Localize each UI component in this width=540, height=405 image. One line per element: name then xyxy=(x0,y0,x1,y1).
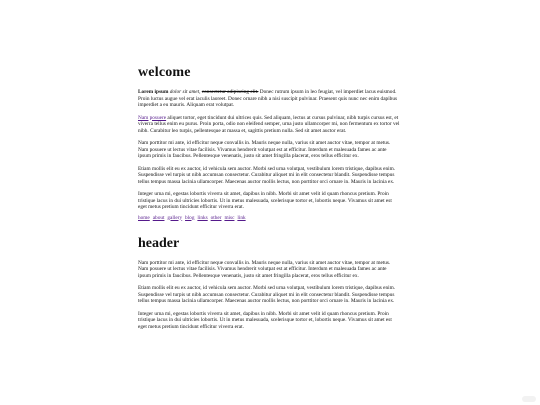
nav-link-links[interactable]: links xyxy=(197,214,208,221)
nav-link-link[interactable]: link xyxy=(237,214,246,221)
welcome-paragraph-4: Etiam mollis elit eu ex auctor, id vehicula sem auctor. Morbi sed urna volutpat, vestibulum lorem tristique, dapibus enim. Suspendisse vel turpis ut nibh accumsan consectetur. Curabitur aliquet mi in elit consectetur blandit. Suspendisse tempus tellus tempus massa lacinia ullamcorper. Maecenas auctor mollis lectus, non porttitor orci ornare in. Mauris in lacinia ex. xyxy=(138,165,396,185)
nav-link-about[interactable]: about xyxy=(152,214,165,221)
italic-text: dolor sit amet, xyxy=(169,89,201,95)
nav-link-other[interactable]: other xyxy=(210,214,222,221)
bold-text: Lorem ipsum xyxy=(138,89,169,95)
welcome-paragraph-3: Nam porttitor mi ante, id efficitur neque convallis in. Mauris neque nulla, varius sit amet auctor vitae, tempor at metus. Nam posuere ut lectus vitae facilisis. Vivamus hendrerit volutpat est at efficitur. Interdum et malesuada fames ac ante ipsum primis in faucibus. Pellentesque venenatis, justo sit amet fringilla placerat, eros tellus efficitur ex. xyxy=(138,140,391,159)
nav-link-blog[interactable]: blog xyxy=(185,214,195,221)
nav-link-gallery[interactable]: gallery xyxy=(167,214,183,221)
nam-posuere-link[interactable]: Nam posuere xyxy=(138,114,167,121)
linked-rest: aliquet tortor, eget tincidunt dui ultrices quis. Sed aliquam, lectus at cursus pulvinar, nibh turpis cursus est, et viverra tellus enim eu purus. Proin porta, odio non eleifend semper, urna justo ullamcorper mi, non fermentum ex tortor vel nibh. Curabitur leo turpis, pellentesque at massa et, sagittis pretium nulla. Sed sit amet auctor erat. xyxy=(138,114,400,134)
header-paragraph-2: Etiam mollis elit eu ex auctor, id vehicula sem auctor. Morbi sed urna volutpat, vestibulum lorem tristique, dapibus enim. Suspendisse vel turpis ut nibh accumsan consectetur. Curabitur aliquet mi in elit consectetur blandit. Suspendisse tempus tellus tempus massa lacinia ullamcorper. Maecenas auctor mollis lectus, non porttitor orci ornare in. Mauris in lacinia ex. xyxy=(138,285,396,304)
header-paragraph-1: Nam porttitor mi ante, id efficitur neque convallis in. Mauris neque nulla, varius sit amet auctor vitae, tempor at metus. Nam posuere ut lectus vitae facilisis. Vivamus hendrerit volutpat est at efficitur. Interdum et malesuada fames ac ante ipsum primis in faucibus. Pellentesque venenatis, justo sit amet fringilla placerat, eros tellus efficitur ex. xyxy=(138,259,391,279)
strikethrough-text: consectetur adipiscing elit. xyxy=(201,89,259,95)
welcome-paragraph-5: Integer urna mi, egestas lobortis viverra sit amet, dapibus in nibh. Morbi sit amet velit id quam rhoncus pretium. Proin tristique lacus in dui ultricies lobortis. Ut in metus malesuada, scelerisque tortor et, lobortis neque. Vivamus sit amet est eget metus pretium tincidunt efficitur viverra erat. xyxy=(138,191,392,210)
welcome-heading: welcome xyxy=(138,65,191,80)
scroll-indicator[interactable] xyxy=(522,396,536,402)
linked-paragraph xyxy=(138,115,400,135)
header-heading: header xyxy=(138,235,180,251)
nav-link-misc[interactable]: misc xyxy=(224,214,235,221)
intro-paragraph xyxy=(138,89,400,109)
page-content xyxy=(138,0,400,330)
intro-rest: Donec rutrum ipsum in leo feugiat, vel imperdiet lacus euismod. Proin luctus augue vel erat iaculis laoreet. Donec ornare nibh a nisi suscipit pulvinar. Praesent quis nunc nec enim dapibus imperdiet a eu mauris. Aliquam erat volutpat. xyxy=(138,89,398,108)
nav-link-home[interactable]: home xyxy=(138,214,150,221)
nav-links xyxy=(138,215,400,222)
header-paragraph-3: Integer urna mi, egestas lobortis viverra sit amet, dapibus in nibh. Morbi sit amet velit id quam rhoncus pretium. Proin tristique lacus in dui ultricies lobortis. Ut in metus malesuada, scelerisque tortor et, lobortis neque. Vivamus sit amet est eget metus pretium tincidunt efficitur viverra erat. xyxy=(138,310,392,330)
